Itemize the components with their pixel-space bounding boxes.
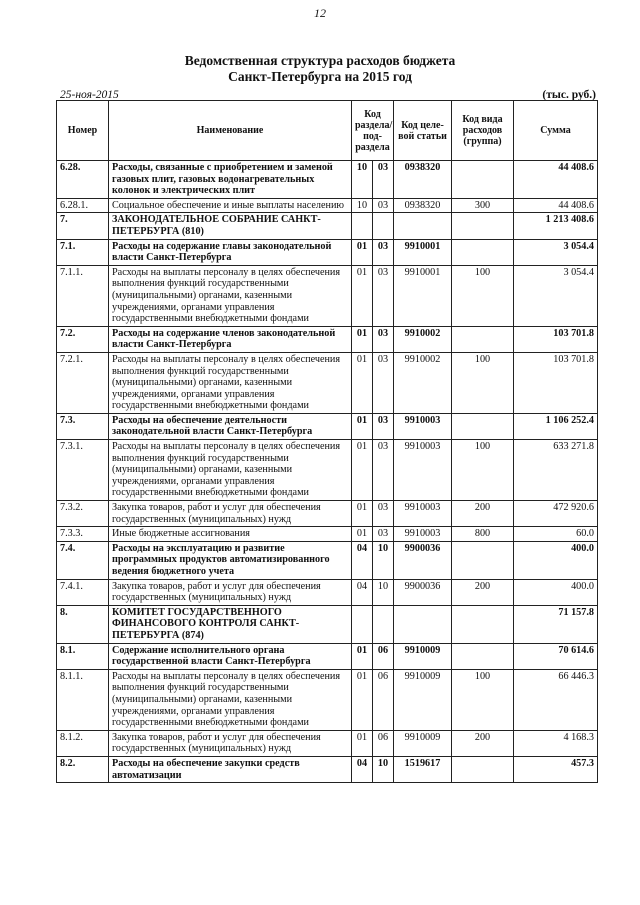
cell-section: 01 [352,501,373,527]
cell-sum: 3 054.4 [514,265,598,326]
cell-sum: 1 106 252.4 [514,413,598,439]
table-row [57,501,598,527]
cell-article: 9900036 [394,579,452,605]
cell-section: 10 [352,161,373,199]
cell-number: 7.2. [57,326,109,352]
cell-sum: 457.3 [514,756,598,782]
cell-article: 9910009 [394,669,452,730]
header-expense-type: Код вида расходов (группа) [452,101,514,161]
cell-name: Закупка товаров, работ и услуг для обеспечения государственных (муниципальных) нужд [109,579,352,605]
header-section: Код раздела/ под- раздела [352,101,394,161]
cell-sum: 66 446.3 [514,669,598,730]
cell-expense-type [452,213,514,239]
cell-number: 7.1. [57,239,109,265]
cell-subsection: 03 [373,265,394,326]
cell-name: Расходы на содержание членов законодательной власти Санкт-Петербурга [109,326,352,352]
cell-name: Содержание исполнительного органа государственной власти Санкт-Петербурга [109,643,352,669]
cell-sum: 400.0 [514,579,598,605]
cell-expense-type [452,643,514,669]
cell-name: КОМИТЕТ ГОСУДАРСТВЕННОГО ФИНАНСОВОГО КОНТРОЛЯ САНКТ-ПЕТЕРБУРГА (874) [109,605,352,643]
table-row [57,579,598,605]
cell-article: 9910002 [394,352,452,413]
cell-expense-type [452,541,514,579]
cell-subsection: 03 [373,413,394,439]
cell-number: 6.28.1. [57,198,109,213]
title-line-2: Санкт-Петербурга на 2015 год [228,69,412,84]
document-title [0,53,640,85]
cell-subsection: 10 [373,756,394,782]
cell-name: Иные бюджетные ассигнования [109,527,352,542]
cell-number: 8.2. [57,756,109,782]
table-row [57,730,598,756]
cell-expense-type: 800 [452,527,514,542]
cell-section: 01 [352,413,373,439]
cell-section: 01 [352,239,373,265]
cell-expense-type [452,239,514,265]
cell-expense-type [452,326,514,352]
table-row [57,527,598,542]
cell-article: 9910002 [394,326,452,352]
cell-name: Расходы на выплаты персоналу в целях обеспечения выполнения функций государственными (муниципальными) органами, казенными учреждениями, органами управления государственными внебюджетными фондами [109,669,352,730]
cell-number: 7.3.1. [57,440,109,501]
cell-article: 0938320 [394,161,452,199]
cell-section [352,213,373,239]
cell-name: Расходы на обеспечение деятельности законодательной власти Санкт-Петербурга [109,413,352,439]
header-name: Наименование [109,101,352,161]
cell-subsection [373,605,394,643]
cell-article: 9910003 [394,440,452,501]
cell-subsection: 06 [373,643,394,669]
cell-section: 01 [352,527,373,542]
cell-article: 9900036 [394,541,452,579]
header-article: Код целе- вой статьи [394,101,452,161]
cell-expense-type: 100 [452,440,514,501]
cell-sum: 70 614.6 [514,643,598,669]
table-row [57,756,598,782]
page-number: 12 [314,6,326,20]
cell-name: Расходы на обеспечение закупки средств автоматизации [109,756,352,782]
cell-article: 9910003 [394,501,452,527]
cell-section [352,605,373,643]
currency-units: (тыс. руб.) [542,89,596,101]
cell-name: Расходы на выплаты персоналу в целях обеспечения выполнения функций государственными (муниципальными) органами, казенными учреждениями, органами управления государственными внебюджетными фондами [109,352,352,413]
cell-expense-type: 200 [452,579,514,605]
table-row [57,413,598,439]
cell-name: Расходы, связанные с приобретением и заменой газовых плит, газовых водонагревательных колонок и электрических плит [109,161,352,199]
cell-number: 8.1. [57,643,109,669]
cell-subsection: 03 [373,326,394,352]
cell-expense-type [452,605,514,643]
cell-subsection: 03 [373,161,394,199]
cell-name: Расходы на содержание главы законодательной власти Санкт-Петербурга [109,239,352,265]
cell-article: 9910003 [394,527,452,542]
table-row [57,643,598,669]
cell-article: 9910009 [394,643,452,669]
cell-number: 8.1.2. [57,730,109,756]
cell-sum: 3 054.4 [514,239,598,265]
cell-section: 01 [352,669,373,730]
table-row [57,265,598,326]
document-date: 25-ноя-2015 [60,89,119,101]
table-row [57,352,598,413]
cell-article: 0938320 [394,198,452,213]
cell-expense-type: 300 [452,198,514,213]
cell-number: 8. [57,605,109,643]
cell-article: 1519617 [394,756,452,782]
cell-subsection: 03 [373,352,394,413]
cell-expense-type: 100 [452,352,514,413]
cell-subsection: 03 [373,198,394,213]
cell-sum: 44 408.6 [514,161,598,199]
cell-number: 7.1.1. [57,265,109,326]
cell-expense-type: 200 [452,730,514,756]
table-row [57,326,598,352]
cell-subsection: 03 [373,440,394,501]
cell-name: Закупка товаров, работ и услуг для обеспечения государственных (муниципальных) нужд [109,501,352,527]
cell-number: 7.3.2. [57,501,109,527]
cell-sum: 1 213 408.6 [514,213,598,239]
table-row [57,213,598,239]
cell-name: Расходы на эксплуатацию и развитие программных продуктов автоматизированного ведения бюджетного учета [109,541,352,579]
cell-subsection: 06 [373,669,394,730]
cell-sum: 71 157.8 [514,605,598,643]
cell-section: 01 [352,643,373,669]
cell-subsection: 06 [373,730,394,756]
cell-section: 01 [352,265,373,326]
cell-number: 7.4.1. [57,579,109,605]
cell-expense-type: 100 [452,265,514,326]
cell-section: 01 [352,440,373,501]
table-header-row [57,101,598,161]
table-row [57,440,598,501]
table-row [57,161,598,199]
header-sum: Сумма [514,101,598,161]
cell-number: 7.3.3. [57,527,109,542]
cell-sum: 472 920.6 [514,501,598,527]
cell-section: 04 [352,756,373,782]
cell-sum: 633 271.8 [514,440,598,501]
cell-section: 01 [352,326,373,352]
table-row [57,541,598,579]
cell-sum: 400.0 [514,541,598,579]
cell-expense-type: 100 [452,669,514,730]
cell-number: 7.4. [57,541,109,579]
cell-number: 8.1.1. [57,669,109,730]
table-body [57,161,598,783]
cell-number: 7.2.1. [57,352,109,413]
cell-sum: 44 408.6 [514,198,598,213]
table-row [57,669,598,730]
header-number: Номер [57,101,109,161]
cell-sum: 103 701.8 [514,352,598,413]
cell-article: 9910003 [394,413,452,439]
cell-sum: 103 701.8 [514,326,598,352]
cell-subsection: 03 [373,501,394,527]
cell-name: Социальное обеспечение и иные выплаты населению [109,198,352,213]
cell-name: Расходы на выплаты персоналу в целях обеспечения выполнения функций государственными (муниципальными) органами, казенными учреждениями, органами управления государственными внебюджетными фондами [109,440,352,501]
cell-name: ЗАКОНОДАТЕЛЬНОЕ СОБРАНИЕ САНКТ-ПЕТЕРБУРГА (810) [109,213,352,239]
cell-subsection: 03 [373,527,394,542]
cell-article: 9910001 [394,265,452,326]
cell-article: 9910001 [394,239,452,265]
cell-sum: 60.0 [514,527,598,542]
cell-number: 6.28. [57,161,109,199]
table-row [57,198,598,213]
cell-name: Расходы на выплаты персоналу в целях обеспечения выполнения функций государственными (муниципальными) органами, казенными учреждениями, органами управления государственными внебюджетными фондами [109,265,352,326]
cell-subsection: 03 [373,239,394,265]
cell-subsection: 10 [373,579,394,605]
title-line-1: Ведомственная структура расходов бюджета [184,53,456,68]
budget-table [56,100,598,783]
cell-sum: 4 168.3 [514,730,598,756]
cell-section: 04 [352,541,373,579]
cell-expense-type [452,413,514,439]
cell-section: 10 [352,198,373,213]
table-row [57,239,598,265]
cell-name: Закупка товаров, работ и услуг для обеспечения государственных (муниципальных) нужд [109,730,352,756]
cell-section: 04 [352,579,373,605]
cell-number: 7. [57,213,109,239]
cell-expense-type [452,756,514,782]
cell-article [394,213,452,239]
cell-number: 7.3. [57,413,109,439]
cell-section: 01 [352,352,373,413]
cell-expense-type: 200 [452,501,514,527]
cell-subsection: 10 [373,541,394,579]
table-row [57,605,598,643]
cell-article [394,605,452,643]
cell-article: 9910009 [394,730,452,756]
cell-section: 01 [352,730,373,756]
cell-subsection [373,213,394,239]
cell-expense-type [452,161,514,199]
